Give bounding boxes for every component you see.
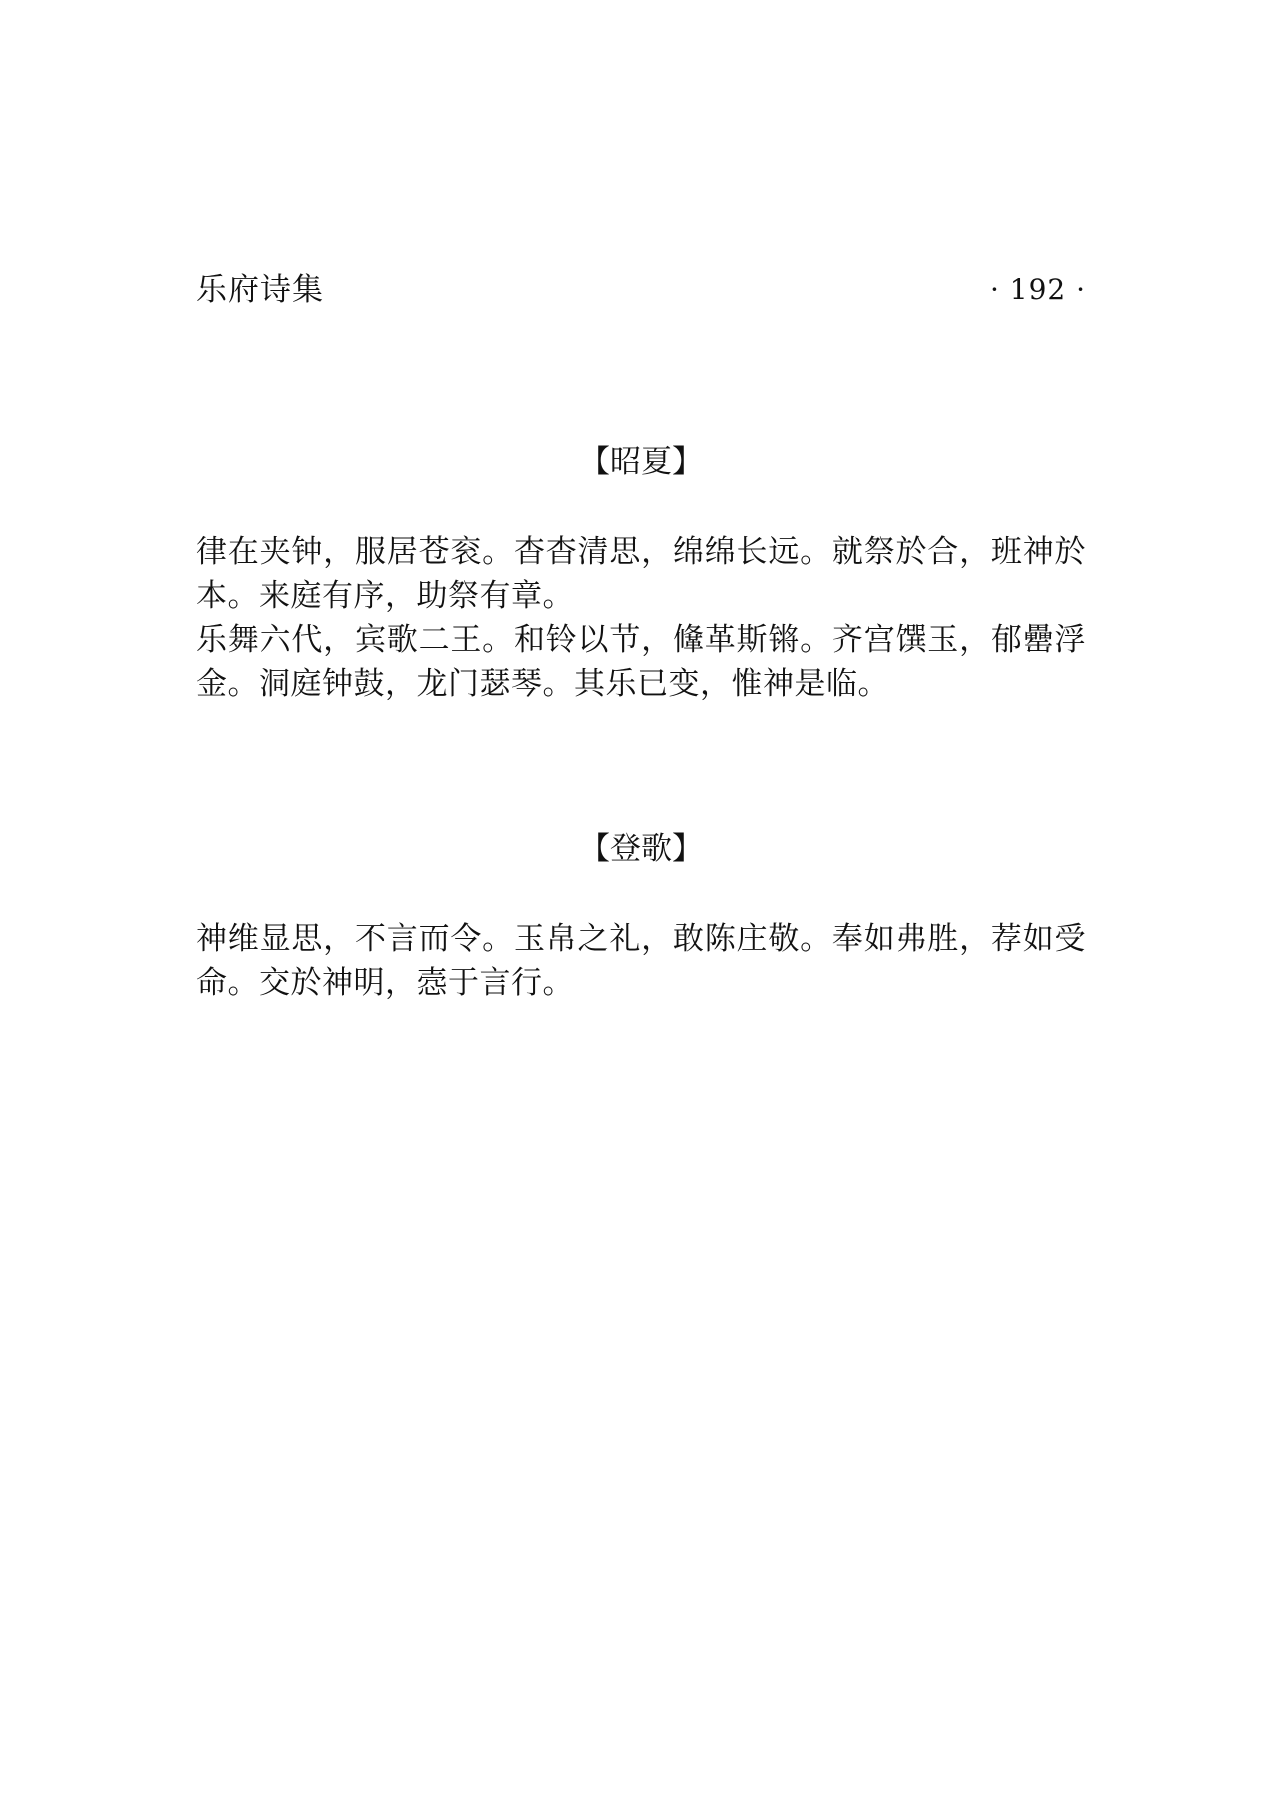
section-zhaoxia [196, 438, 1086, 706]
verse-paragraph: 乐舞六代，宾歌二王。和铃以节，鞗革斯锵。齐宫馔玉，郁罍浮金。洞庭钟鼓，龙门瑟琴。其乐已变，惟神是临。 [196, 622, 1086, 702]
section-title: 【昭夏】 [579, 444, 703, 480]
verse-paragraph: 神维显思，不言而令。玉帛之礼，敢陈庄敬。奉如弗胜，荐如受命。交於神明，悫于言行。 [196, 921, 1086, 1001]
page-number: · 192 · [989, 273, 1086, 306]
book-title: 乐府诗集 [196, 272, 324, 308]
section-dengge [196, 825, 1086, 1005]
verse-paragraph: 律在夹钟，服居苍衮。杳杳清思，绵绵长远。就祭於合，班神於本。来庭有序，助祭有章。 [196, 534, 1086, 614]
section-title: 【登歌】 [579, 831, 703, 867]
running-header [196, 268, 1086, 312]
